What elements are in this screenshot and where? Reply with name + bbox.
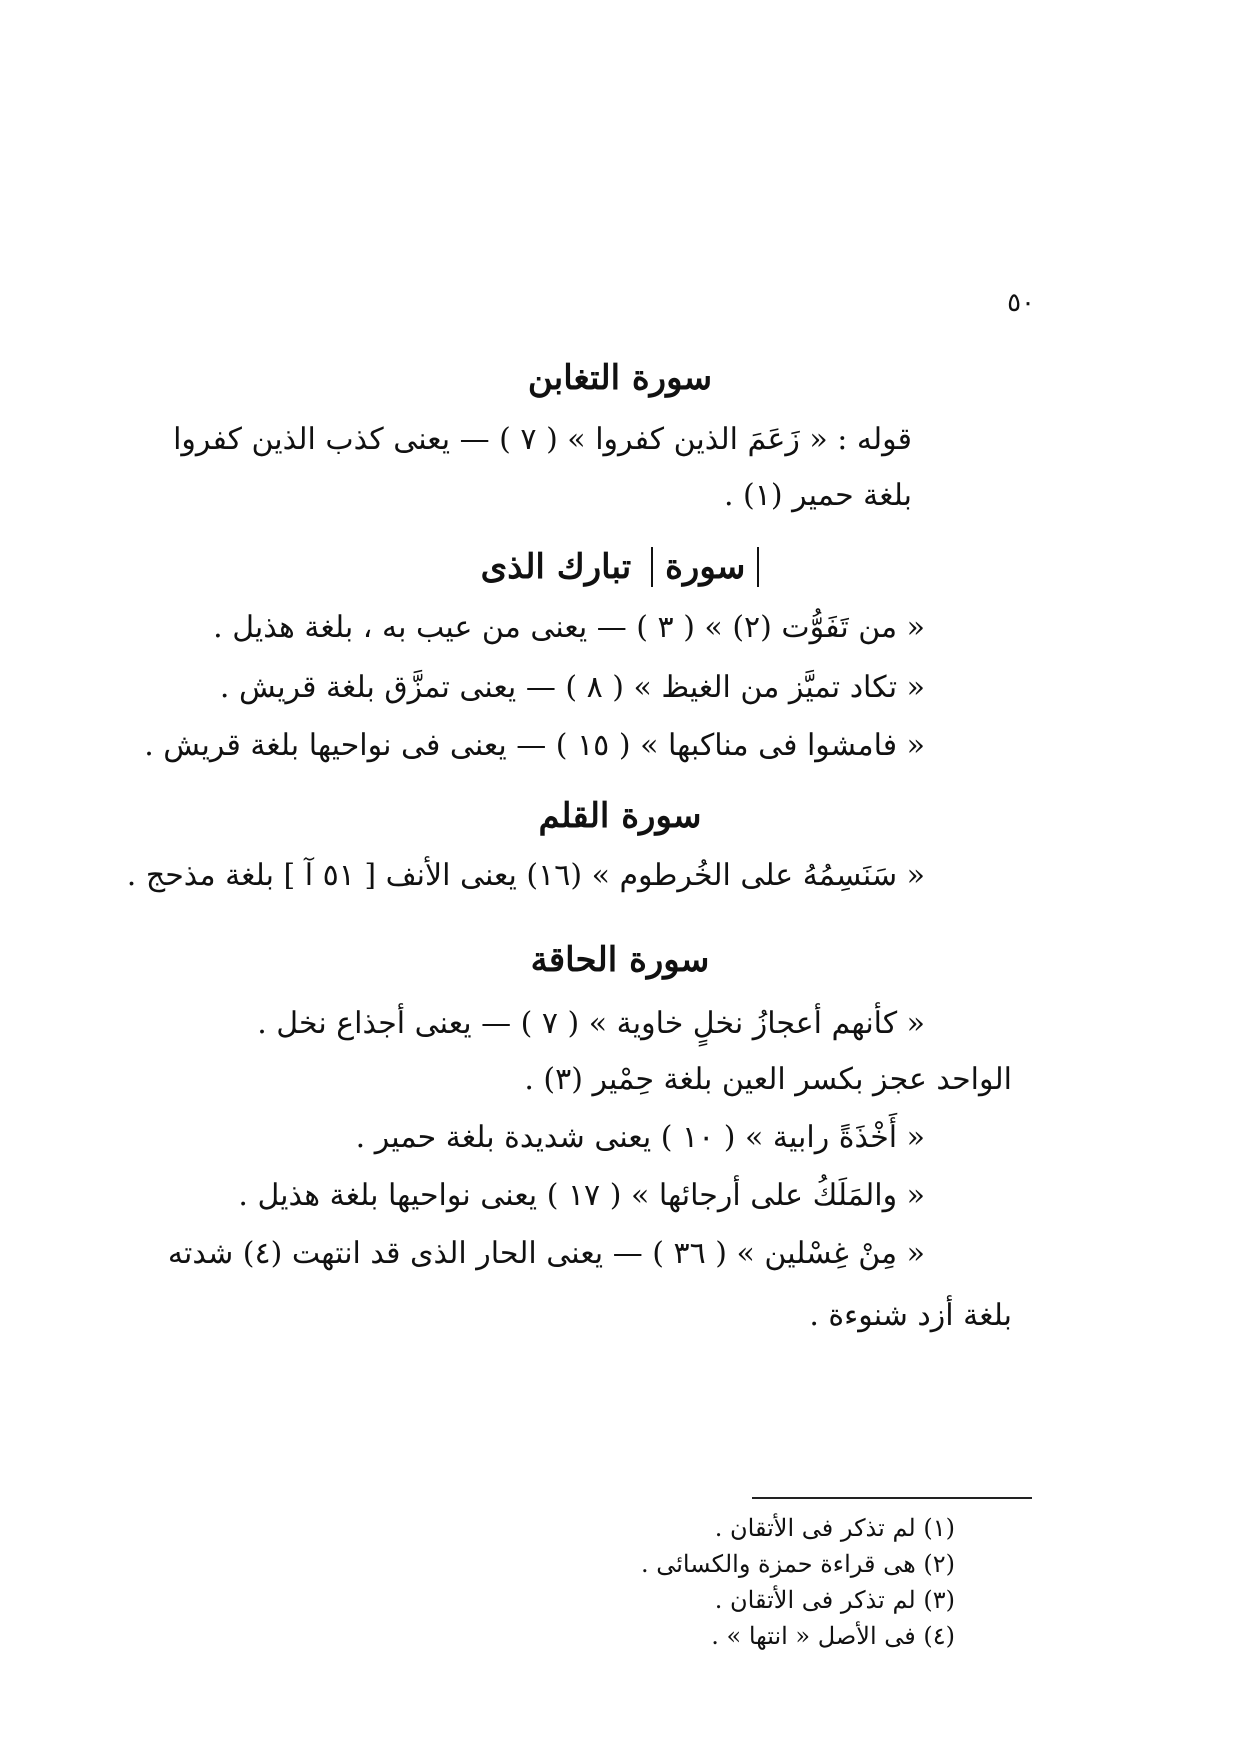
section-heading [0,547,1240,587]
footnote: (٤) فى الأصل « انتها » . [711,1622,955,1650]
footnote: (٢) هى قراءة حمزة والكسائى . [640,1550,955,1578]
section-heading: سورة القلم [538,796,702,836]
footnote-divider [752,1497,1032,1499]
text-line: « كأنهم أعجازُ نخلٍ خاوية » ( ٧ ) — يعنى أجذاع نخل . [257,1006,925,1041]
text-line: « من تَفَوُّت (٢) » ( ٣ ) — يعنى من عيب به ، بلغة هذيل . [213,610,925,645]
text-line: « فامشوا فى مناكبها » ( ١٥ ) — يعنى فى نواحيها بلغة قريش . [144,728,925,763]
footnote: (١) لم تذكر فى الأتقان . [714,1514,955,1542]
section-heading-boxed-word: سورة [651,547,759,587]
text-line: « والمَلَكُ على أرجائها » ( ١٧ ) يعنى نواحيها بلغة هذيل . [238,1178,925,1213]
text-line: بلغة حمير (١) . [723,478,912,513]
section-heading: سورة التغابن [527,358,713,398]
text-line: قوله : « زَعَمَ الذين كفروا » ( ٧ ) — يعنى كذب الذين كفروا [173,422,912,457]
text-line: « مِنْ غِسْلين » ( ٣٦ ) — يعنى الحار الذى قد انتهت (٤) شدته [167,1236,925,1271]
text-line: الواحد عجز بكسر العين بلغة حِمْير (٣) . [524,1062,1012,1097]
text-line: « سَنَسِمُهُ على الخُرطوم » (١٦) يعنى الأنف [ ٥١ آ ] بلغة مذحج . [126,858,925,893]
page-number: ٥٠ [1007,288,1035,318]
section-heading: سورة الحاقة [530,940,710,980]
footnote: (٣) لم تذكر فى الأتقان . [714,1586,955,1614]
section-heading-title: تبارك الذى [480,547,632,587]
text-line: « أَخْذَةً رابية » ( ١٠ ) يعنى شديدة بلغة حمير . [355,1120,925,1155]
text-line: بلغة أزد شنوءة . [809,1298,1012,1333]
text-line: « تكاد تميَّز من الغيظ » ( ٨ ) — يعنى تمزَّق بلغة قريش . [219,670,925,705]
